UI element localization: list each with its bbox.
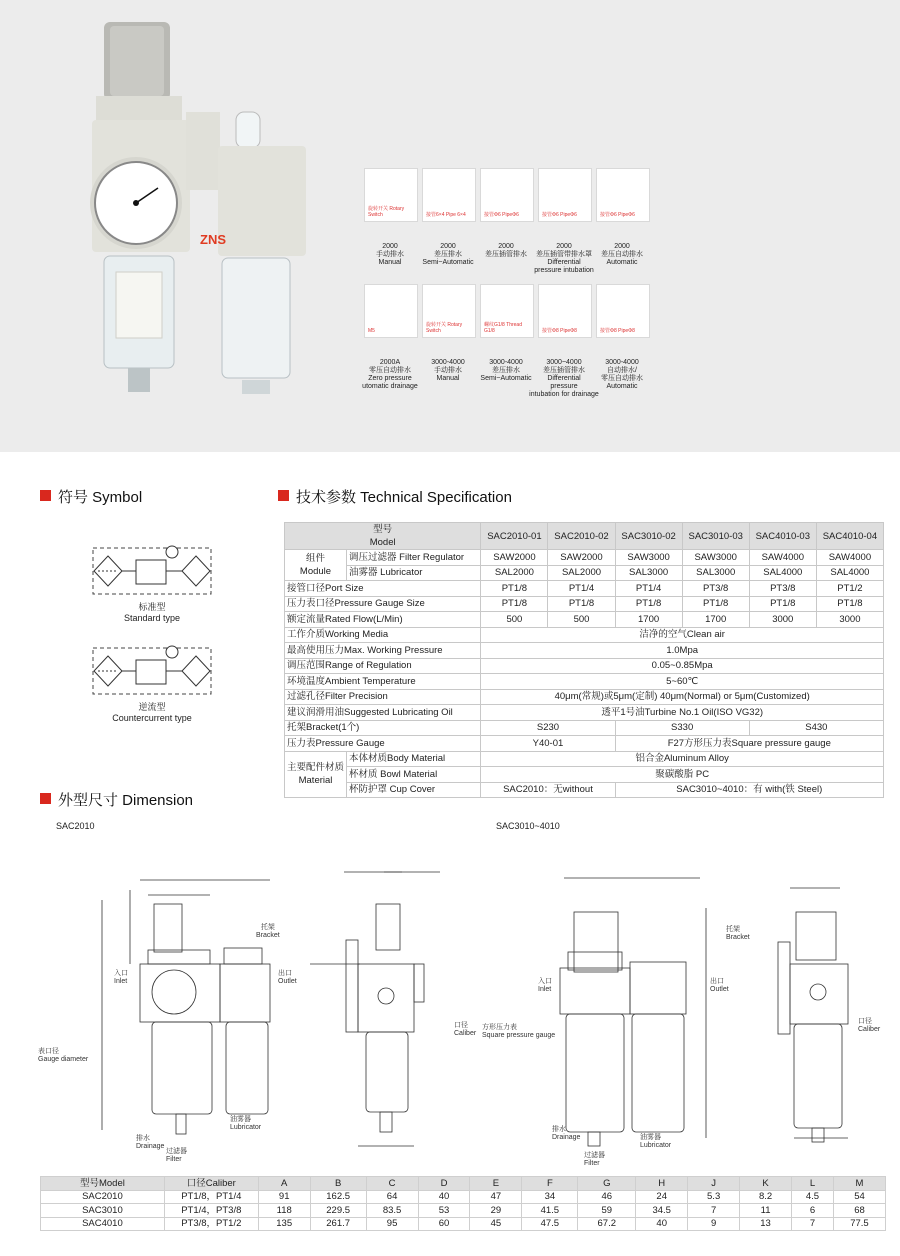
dim-cell: 34.5	[636, 1204, 688, 1218]
dim-cell: 95	[366, 1217, 418, 1231]
dim-cell: 47.5	[522, 1217, 578, 1231]
dim-cell: 229.5	[310, 1204, 366, 1218]
spec-cell: 1700	[615, 612, 682, 628]
dim-cell: SAC3010	[41, 1204, 165, 1218]
spec-cell: 3000	[749, 612, 816, 628]
product-photo	[0, 0, 900, 452]
dim-header: K	[740, 1177, 792, 1191]
spec-cell: 透平1号油Turbine No.1 Oil(ISO VG32)	[481, 705, 884, 721]
drain-option-caption: 3000-4000 手动排水 Manual	[431, 359, 465, 382]
dim-header: C	[366, 1177, 418, 1191]
dim-cell: 45	[470, 1217, 522, 1231]
right-model-label: SAC3010~4010	[496, 821, 560, 831]
drain-option-thumb: 旋转开关 Rotary Switch	[364, 168, 418, 222]
dim-header: J	[688, 1177, 740, 1191]
standard-type-caption: 标准型 Standard type	[123, 602, 181, 623]
spec-cell: SAC2010：无without	[481, 782, 615, 798]
table-row	[41, 1217, 886, 1231]
dim-cell: 8.2	[740, 1190, 792, 1204]
spec-cell: 3000	[816, 612, 883, 628]
drain-option-caption: 2000 差压插管排水	[485, 243, 527, 258]
section-marker	[40, 793, 51, 804]
drainage-label: 排水 Drainage	[136, 1135, 165, 1150]
dim-header: G	[578, 1177, 636, 1191]
dimension-table	[40, 1176, 886, 1231]
spec-cell: 聚碳酸脂 PC	[481, 767, 884, 783]
drain-option-caption: 3000-4000 自动排水/ 零压自动排水 Automatic	[601, 359, 643, 390]
spec-cell: PT1/8	[615, 596, 682, 612]
dim-header: B	[310, 1177, 366, 1191]
dim-cell: PT3/8，PT1/2	[164, 1217, 258, 1231]
drain-option-caption: 2000A 零压自动排水 Zero pressure utomatic drainage	[362, 359, 418, 390]
spec-cell: SAC3010~4010：有 with(铁 Steel)	[615, 782, 883, 798]
caliber-label: 口径 Caliber	[858, 1018, 881, 1033]
dim-header: D	[418, 1177, 470, 1191]
model-cell: SAC3010-03	[682, 523, 749, 550]
spec-cell: 500	[481, 612, 548, 628]
row-label: 额定流量Rated Flow(L/Min)	[285, 612, 481, 628]
lubricator-label: 油雾器 Lubricator	[640, 1134, 672, 1149]
spec-cell: 5~60℃	[481, 674, 884, 690]
spec-cell: 500	[548, 612, 615, 628]
inlet-label: 入口 Inlet	[114, 970, 128, 985]
spec-cell: SAW4000	[749, 550, 816, 566]
dim-cell: 135	[258, 1217, 310, 1231]
spec-cell: Y40-01	[481, 736, 615, 752]
dim-cell: 83.5	[366, 1204, 418, 1218]
dim-cell: 261.7	[310, 1217, 366, 1231]
table-row	[41, 1190, 886, 1204]
dim-cell: SAC2010	[41, 1190, 165, 1204]
spec-cell: SAL4000	[816, 565, 883, 581]
dim-header: A	[258, 1177, 310, 1191]
dim-cell: 41.5	[522, 1204, 578, 1218]
drain-option-caption: 2000 差压排水 Semi~Automatic	[422, 243, 474, 266]
drain-option-thumb: 接管Φ6 PipeΦ6	[480, 168, 534, 222]
spec-cell: SAW2000	[481, 550, 548, 566]
spec-cell: S230	[481, 720, 615, 736]
dim-cell: 6	[792, 1204, 834, 1218]
dim-cell: 53	[418, 1204, 470, 1218]
dim-header: L	[792, 1177, 834, 1191]
drain-option-thumb: M5	[364, 284, 418, 338]
row-label: 调压范围Range of Regulation	[285, 658, 481, 674]
spec-cell: 洁净的空气Clean air	[481, 627, 884, 643]
symbol-title: 符号 Symbol	[58, 489, 143, 506]
row-label: 本体材质Body Material	[347, 751, 481, 767]
spec-cell: PT1/8	[749, 596, 816, 612]
dim-cell: 68	[833, 1204, 885, 1218]
dim-cell: 11	[740, 1204, 792, 1218]
row-label: 接管口径Port Size	[285, 581, 481, 597]
filter-label: 过滤器 Filter	[166, 1148, 187, 1163]
dim-header: F	[522, 1177, 578, 1191]
lubricator-label: 油雾器 Lubricator	[230, 1116, 262, 1131]
dim-cell: 64	[366, 1190, 418, 1204]
dim-header: E	[470, 1177, 522, 1191]
spec-cell: SAW4000	[816, 550, 883, 566]
bracket-label: 托架 Bracket	[726, 926, 750, 941]
model-header: 型号 Model	[285, 523, 481, 550]
model-cell: SAC2010-02	[548, 523, 615, 550]
dim-cell: 47	[470, 1190, 522, 1204]
sac3010-drawing	[530, 868, 870, 1158]
dim-cell: 46	[578, 1190, 636, 1204]
spec-cell: PT1/8	[481, 596, 548, 612]
drain-option-caption: 2000 差压插管带排水罩 Differential pressure intubation	[534, 243, 594, 274]
gauge-diameter-label: 表口径 Gauge diameter	[38, 1048, 89, 1063]
section-marker	[40, 490, 51, 501]
filter-label: 过滤器 Filter	[584, 1152, 605, 1167]
dim-cell: 40	[636, 1217, 688, 1231]
standard-type-symbol	[92, 540, 212, 602]
dim-cell: 91	[258, 1190, 310, 1204]
left-model-label: SAC2010	[56, 821, 95, 831]
table-row	[41, 1204, 886, 1218]
drain-option-thumb: 旋转开关 Rotary Switch	[422, 284, 476, 338]
dim-cell: PT1/4，PT3/8	[164, 1204, 258, 1218]
row-label: 调压过滤器 Filter Regulator	[347, 550, 481, 566]
countercurrent-type-caption: 逆流型 Countercurrent type	[112, 702, 192, 723]
dim-header: 型号Model	[41, 1177, 165, 1191]
spec-cell: SAW3000	[615, 550, 682, 566]
drain-option-thumb: 接管Φ8 PipeΦ8	[596, 284, 650, 338]
drain-option-caption: 3000-4000 差压排水 Semi~Automatic	[480, 359, 532, 382]
spec-cell: SAL2000	[548, 565, 615, 581]
countercurrent-type-symbol	[92, 640, 212, 702]
dim-cell: 77.5	[833, 1217, 885, 1231]
spec-cell: SAL4000	[749, 565, 816, 581]
drain-option-thumb: 接管Φ8 PipeΦ8	[538, 284, 592, 338]
row-label: 杯防护罩 Cup Cover	[347, 782, 481, 798]
spec-cell: 铝合金Aluminum Alloy	[481, 751, 884, 767]
spec-cell: PT1/4	[548, 581, 615, 597]
drain-option-thumb: 接管6×4 Pipe 6×4	[422, 168, 476, 222]
spec-cell: PT1/8	[481, 581, 548, 597]
spec-cell: PT1/8	[682, 596, 749, 612]
square-gauge-label: 方形压力表 Square pressure gauge	[482, 1024, 556, 1039]
spec-cell: SAL2000	[481, 565, 548, 581]
spec-cell: PT1/4	[615, 581, 682, 597]
drain-option-thumb: 螺纹G1/8 Thread G1/8	[480, 284, 534, 338]
spec-cell: PT1/2	[816, 581, 883, 597]
row-label: 最高使用压力Max. Working Pressure	[285, 643, 481, 659]
dim-cell: 59	[578, 1204, 636, 1218]
module-label: 组件 Module	[285, 550, 347, 581]
row-label: 压力表Pressure Gauge	[285, 736, 481, 752]
dim-cell: 7	[792, 1217, 834, 1231]
spec-cell: F27方形压力表Square pressure gauge	[615, 736, 883, 752]
dim-cell: SAC4010	[41, 1217, 165, 1231]
caliber-label: 口径 Caliber	[454, 1022, 477, 1037]
dim-header: M	[833, 1177, 885, 1191]
spec-cell: 1700	[682, 612, 749, 628]
dim-cell: 60	[418, 1217, 470, 1231]
spec-cell: S430	[749, 720, 883, 736]
model-cell: SAC4010-04	[816, 523, 883, 550]
row-label: 杯材质 Bowl Material	[347, 767, 481, 783]
drain-option-thumb: 接管Φ6 PipeΦ6	[596, 168, 650, 222]
dim-cell: 7	[688, 1204, 740, 1218]
spec-cell: PT3/8	[749, 581, 816, 597]
dim-cell: PT1/8，PT1/4	[164, 1190, 258, 1204]
row-label: 过滤孔径Filter Precision	[285, 689, 481, 705]
dim-cell: 9	[688, 1217, 740, 1231]
spec-cell: 40μm(常规)或5μm(定制) 40μm(Normal) or 5μm(Customized)	[481, 689, 884, 705]
spec-cell: 0.05~0.85Mpa	[481, 658, 884, 674]
dim-cell: 4.5	[792, 1190, 834, 1204]
model-cell: SAC3010-02	[615, 523, 682, 550]
row-label: 建议润滑用油Suggested Lubricating Oil	[285, 705, 481, 721]
spec-title: 技术参数 Technical Specification	[296, 489, 512, 506]
row-label: 工作介质Working Media	[285, 627, 481, 643]
dim-header: H	[636, 1177, 688, 1191]
product-hero	[0, 0, 900, 452]
dim-cell: 24	[636, 1190, 688, 1204]
dim-cell: 54	[833, 1190, 885, 1204]
row-label: 油雾器 Lubricator	[347, 565, 481, 581]
dimension-title: 外型尺寸 Dimension	[58, 792, 194, 809]
bracket-label: 托架 Bracket	[256, 924, 280, 939]
row-label: 托架Bracket(1个)	[285, 720, 481, 736]
spec-cell: PT1/8	[816, 596, 883, 612]
drain-option-thumb: 接管Φ6 PipeΦ6	[538, 168, 592, 222]
spec-table	[284, 522, 884, 798]
spec-cell: PT3/8	[682, 581, 749, 597]
spec-cell: PT1/8	[548, 596, 615, 612]
inlet-label: 入口 Inlet	[538, 978, 552, 993]
drain-option-caption: 3000~4000 差压插管排水 Differential pressure intubation for drainage	[529, 359, 599, 398]
dim-cell: 34	[522, 1190, 578, 1204]
dim-cell: 29	[470, 1204, 522, 1218]
drain-option-caption: 2000 差压自动排水 Automatic	[601, 243, 643, 266]
spec-cell: SAL3000	[615, 565, 682, 581]
spec-cell: SAL3000	[682, 565, 749, 581]
drainage-label: 排水 Drainage	[552, 1126, 581, 1141]
dim-cell: 13	[740, 1217, 792, 1231]
drain-option-caption: 2000 手动排水 Manual	[376, 243, 404, 266]
dim-cell: 67.2	[578, 1217, 636, 1231]
spec-cell: SAW3000	[682, 550, 749, 566]
dim-cell: 118	[258, 1204, 310, 1218]
dim-header: 口径Caliber	[164, 1177, 258, 1191]
dim-cell: 5.3	[688, 1190, 740, 1204]
material-label: 主要配件材质 Material	[285, 751, 347, 798]
model-cell: SAC4010-03	[749, 523, 816, 550]
brand-watermark: ZNS	[200, 232, 226, 247]
model-cell: SAC2010-01	[481, 523, 548, 550]
spec-cell: 1.0Mpa	[481, 643, 884, 659]
spec-cell: S330	[615, 720, 749, 736]
spec-cell: SAW2000	[548, 550, 615, 566]
row-label: 压力表口径Pressure Gauge Size	[285, 596, 481, 612]
section-marker	[278, 490, 289, 501]
row-label: 环境温度Ambient Temperature	[285, 674, 481, 690]
dim-cell: 162.5	[310, 1190, 366, 1204]
outlet-label: 出口 Outlet	[710, 978, 729, 993]
dim-cell: 40	[418, 1190, 470, 1204]
outlet-label: 出口 Outlet	[278, 970, 297, 985]
